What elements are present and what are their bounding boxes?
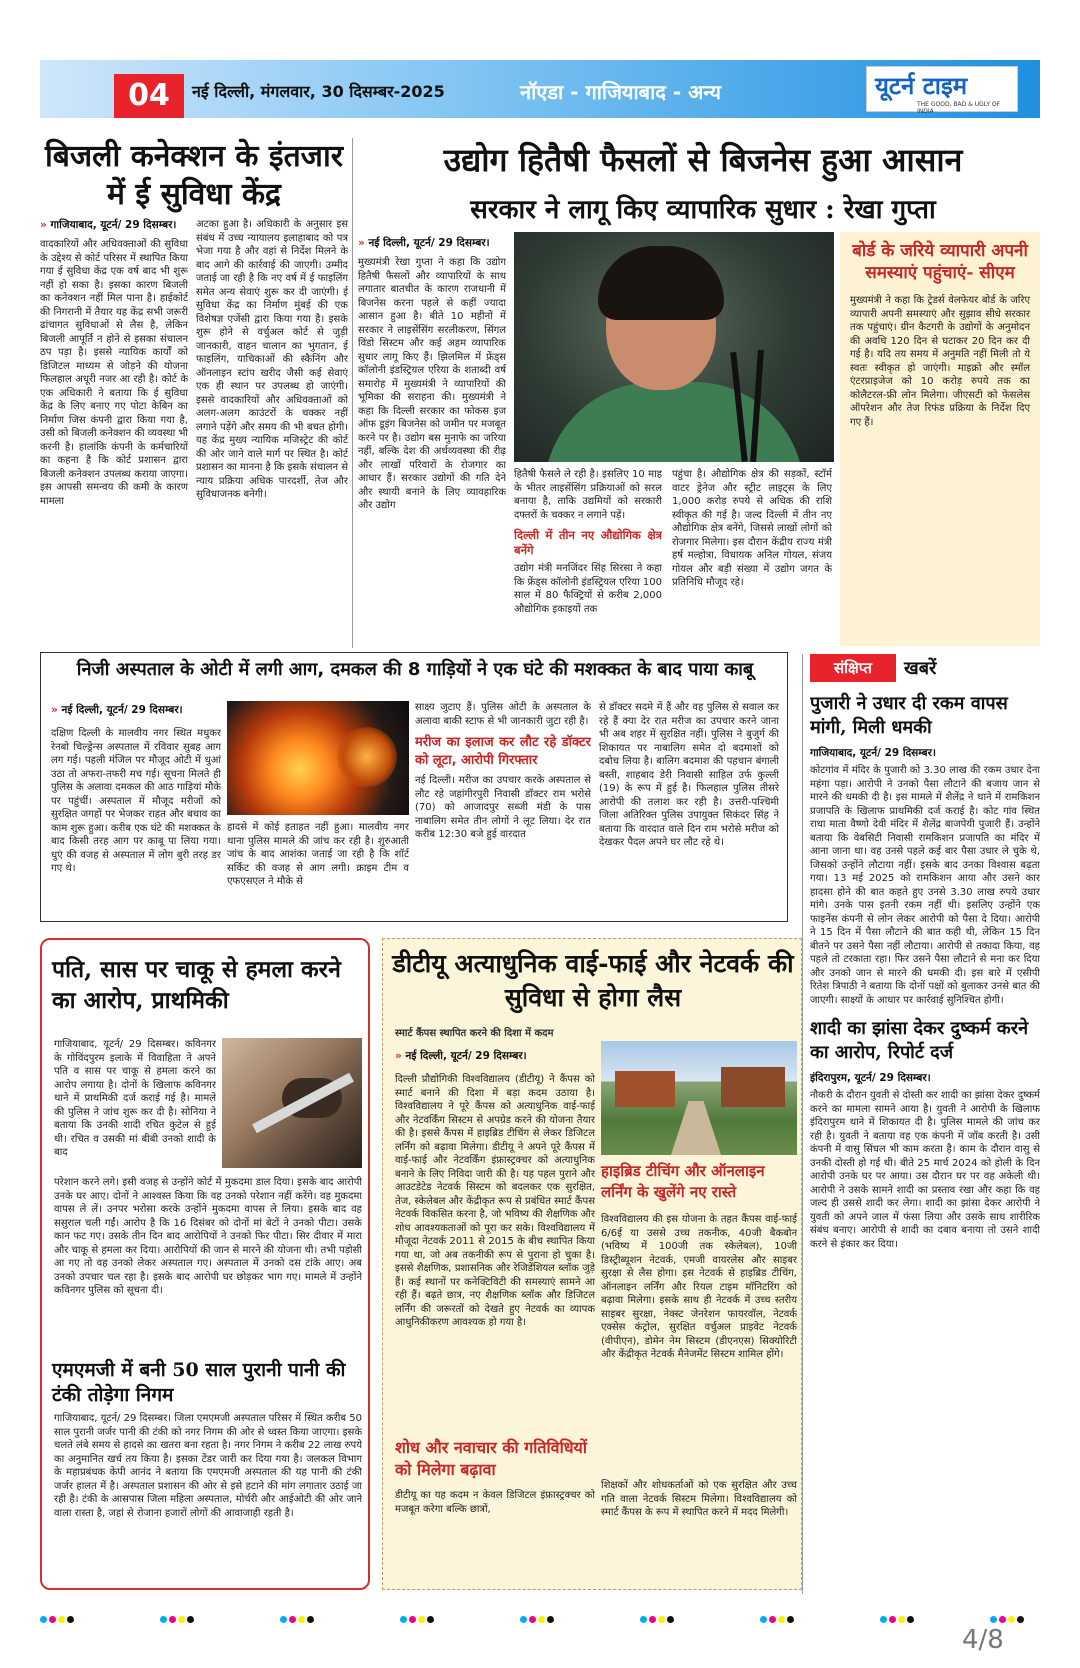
newspaper-page — [40, 60, 1040, 1600]
fire-photo — [227, 701, 409, 815]
brief-news-label — [810, 654, 1040, 682]
photo-hair — [598, 246, 724, 320]
story-body: दक्षिण दिल्ली के मालवीय नगर स्थित मधुकर रेनबो चिल्ड्रेन्स अस्पताल में रविवार सुबह आग लग गई। पहली मंजिल पर मौजूद ओटी में धुआं उठा तो अफरा-तफरी मच गई। सूचना मिलते ही पुलिस के अलावा दमकल की आठ गाड़ियां मौके पर पहुंचीं। अस्पताल में मौजूद मरीजों को सुरक्षित जगहों पर भेजकर राहत और बचाव का काम शुरू हुआ। करीब एक घंटे की मशक्कत के बाद किसी तरह आग पर काबू पा लिया गया। धुएं की वजह से अस्पताल में लोग बुरी तरह डर गए थे। — [51, 728, 221, 874]
logo-text: यूटर्न टाइम — [875, 71, 968, 100]
story-body: परेशान करने लगे। इसी वजह से उन्होंने कोर्ट में मुकदमा डाल दिया। इसके बाद आरोपी उनके घर आए। दोनों ने आश्वस्त किया कि वह उनको परेशान नहीं करेंगे। वह मुकदमा वापस ले लें। उनपर भरोसा करके उन्होंने मुकदमा वापस ले लिया। इसके बाद वह ससुराल चली गईं। आरोप है कि 16 दिसंबर को दोनों मां बेटों ने उनको पीटा। उसके कान फट गए। उसके तीन दिन बाद आरोपियों ने उनको फिर पीटा। सिर दीवार में मारा और चाकू से हमला कर दिया। आरोपियों की जान से मारने की योजना थी। तभी पड़ोसी आ गए तो वह उनको लेकर अस्पताल गए। अस्पताल में उनको दस टांके आए। अब उनको उपचार चल रहा है। इसके बाद आरोपी घर छोड़कर भाग गए। मामले में उन्होंने कविनगर पुलिस को सूचना दी। — [54, 1177, 362, 1296]
photo-figure — [544, 382, 804, 462]
story-inner-headline: शोध और नवाचार की गतिविधियों को मिलेगा बढ़ावा — [395, 1438, 587, 1479]
story-headline: एमएमजी में बनी 50 साल पुरानी पानी की टंकी तोड़ेगा निगम — [52, 1359, 346, 1406]
story-body: दिल्ली प्रौद्योगिकी विश्वविद्यालय (डीटीयू) ने कैंपस को स्मार्ट बनाने की दिशा में बड़ा कदम उठाया है। विश्वविद्यालय ने पूरे कैंपस को अत्याधुनिक वाई-फाई और नेटवर्किंग सिस्टम से अपग्रेड करने की योजना तैयार की है। इससे कैंपस में हाइब्रिड टीचिंग से लेकर डिजिटल लर्निंग को बढ़ावा मिलेगा। डीटीयू ने अपने पूरे कैंपस में वाई-फाई और नेटवर्किंग इंफ्रास्ट्रक्चर को अत्याधुनिक बनाने के लिए निविदा जारी की है। यह पहल पुराने और आउटडेटेड नेटवर्क सिस्टम को बदलकर एक सुरक्षित, तेज, स्केलेबल और केंद्रीकृत रूप से प्रबंधित स्मार्ट कैंपस नेटवर्क विकसित करना है, जो भविष्य की शैक्षणिक और शोध आवश्यकताओं को पूरा कर सके। विश्वविद्यालय में मौजूदा नेटवर्क 2011 से 2015 के बीच स्थापित किया गया था, जो अब तकनीकी रूप से पुराना हो चुका है। इससे शैक्षणिक, प्रशासनिक और रेजिडेंशियल ब्लॉक जुड़े हैं। कई स्थानों पर कनेक्टिविटी की समस्याएं सामने आ रही हैं। बढ़ते छात्र, नए शैक्षणिक ब्लॉक और डिजिटल लर्निंग की जरूरतों को देखते हुए नेटवर्क का व्यापक आधुनिकीकरण आवश्यक हो गया है। — [395, 1074, 595, 1328]
column-divider — [352, 138, 353, 648]
edition-dateline: नई दिल्ली, मंगलवार, 30 दिसम्बर-2025 — [192, 82, 445, 101]
column-divider — [802, 654, 803, 1594]
story-body: हादसे में कोई हताहत नहीं हुआ। मालवीय नगर थाना पुलिस मामले की जांच कर रही है। शुरुआती जांच के बाद आशंका जताई जा रही है कि शॉर्ट सर्किट की वजह से आग लगी। क्राइम टीम व एफएसएल ने मौके से — [227, 822, 409, 887]
lead-photo — [514, 232, 834, 462]
color-dots — [40, 1608, 76, 1616]
story-box — [40, 938, 370, 1590]
dateline-text: गाजियाबाद, यूटर्न/ 29 दिसम्बर। — [50, 219, 177, 231]
story-body: से डॉक्टर सदमे में हैं और वह पुलिस से सवाल कर रहे हैं क्या देर रात मरीज का उपचार करने जाना भी अब शहर में सुरक्षित नहीं। पुलिस ने बुजुर्ग की शिकायत पर नाबालिग समेत दो बदमाशों को दबोच लिया है। बालिग बदमाश की पहचान बंगाली बस्ती, शाहबाद डेरी निवासी साहिल उर्फ कुल्ली (19) के रूप में हुई है। फिलहाल पुलिस तीसरे आरोपी की तलाश कर रही है। उत्तरी-पश्चिमी जिला अतिरिक्त पुलिस उपायुक्त सिकंदर सिंह ने बताया कि वारदात वाले दिन राम भरोसे मरीज को देखकर पैदल अपने घर लौट रहे थे। — [599, 702, 779, 848]
story-body-text: नई दिल्ली। मरीज का उपचार करके अस्पताल से लौट रहे जहांगीरपुरी निवासी डॉक्टर राम भरोसे (70) को आजादपुर सब्जी मंडी के पास नाबालिग समेत तीन लोगों ने लूट लिया। देर रात करीब 12:30 बजे हुई वारदात — [415, 775, 591, 840]
story-headline: निजी अस्पताल के ओटी में लगी आग, दमकल की 8 गाड़ियों ने एक घंटे की मशक्कत के बाद पाया काबू — [76, 659, 754, 680]
story-body — [415, 701, 591, 915]
color-dots — [880, 1608, 916, 1616]
brief-headline: पुजारी ने उधार दी रकम वापस मांगी, मिली धमकी — [810, 693, 1008, 738]
story-body: वादकारियों और अधिवक्ताओं की सुविधा के उद्देश्य से कोर्ट परिसर में स्थापित किया गया ई सुविधा केंद्र एक वर्ष बाद भी शुरू नहीं हो सका है। इसका कारण बिजली का कनेक्शन नहीं मिल पाना है। हाईकोर्ट की निगरानी में तैयार यह केंद्र सभी जरूरी ढांचागत सुविधाओं से लैस है, लेकिन बिजली आपूर्ति न होने से इसका संचालन ठप पड़ा है। इससे न्यायिक कार्यों को डिजिटल माध्यम से जोड़ने की योजना फिलहाल अधूरी नजर आ रही है। कोर्ट के एक अधिकारी ने बताया कि ई सुविधा केंद्र के लिए बनाए गए पोटा केबिन का निर्माण जिस कंपनी द्वारा किया गया है, उसी को बिजली कनेक्शन की व्यवस्था भी करनी है। हालांकि कंपनी के कर्मचारियों का कहना है कि कोर्ट प्रशासन द्वारा बिजली कनेक्शन उपलब्ध कराया जाएगा। इस आपसी समन्वय की कमी के कारण मामला — [40, 239, 188, 507]
sidebox-headline: बोर्ड के जरिये व्यापारी अपनी समस्याएं पहुंचाएं- सीएम — [852, 241, 1028, 283]
lead-dateline: » नई दिल्ली, यूटर्न/ 29 दिसम्बर। — [358, 237, 490, 249]
lead-body: मुख्यमंत्री रेखा गुप्ता ने कहा कि उद्योग हितैषी फैसलों और व्यापारियों के साथ लगातार बातचीत के कारण राजधानी में बिजनेस करना पहले से कहीं ज्यादा आसान हुआ है। बीते 10 महीनों में सरकार ने लाइसेंसिंग सरलीकरण, सिंगल विंडो सिस्टम और कई अहम व्यापारिक सुधार लागू किए हैं। झिलमिल में फ्रेंड्स कॉलोनी इंडस्ट्रियल एरिया के शताब्दी वर्ष समारोह में मुख्यमंत्री ने व्यापारियों की भूमिका की सराहना की। मुख्यमंत्री ने कहा कि दिल्ली सरकार का फोकस इज ऑफ डूइंग बिजनेस को जमीन पर मजबूत करने पर है। उद्योग बस मुनाफे का जरिया नहीं, बल्कि देश की अर्थव्यवस्था की रीढ़ और लाखों परिवारों के रोजगार का आधार हैं। सरकार उद्योगों की गति देने और स्थायी बनाने के लिए व्यावहारिक और उद्योग — [358, 257, 506, 511]
story-headline: बिजली कनेक्शन के इंतजार में ई सुविधा केंद्र — [44, 139, 343, 212]
story-box — [382, 938, 802, 1590]
story-headline: डीटीयू अत्याधुनिक वाई-फाई और नेटवर्क की सुविधा से होगा लैस — [392, 949, 794, 1012]
story-dateline: » गाजियाबाद, यूटर्न/ 29 दिसम्बर। — [40, 219, 177, 231]
story-inner-headline: हाइब्रिड टीचिंग और ऑनलाइन लर्निंग के खुलेंगे नए रास्ते — [601, 1162, 765, 1201]
color-dots — [640, 1608, 676, 1616]
story-body: डीटीयू का यह कदम न केवल डिजिटल इंफ्रास्ट्रक्चर को मजबूत करेगा बल्कि छात्रों, — [395, 1490, 595, 1515]
story-kicker: स्मार्ट कैंपस स्थापित करने की दिशा में कदम — [395, 1028, 554, 1039]
story-body: विश्वविद्यालय की इस योजना के तहत कैंपस वाई-फाई 6/6ई या उससे उच्च तकनीक, 40जी बैकबोन (भविष्य में 100जी तक स्केलेबल), 10जी डिस्ट्रीब्यूशन नेटवर्क, एमजी वायरलेस और साइबर सुरक्षा से लैस होगा। इस नेटवर्क से हाइब्रिड टीचिंग, ऑनलाइन लर्निंग और रियल टाइम मॉनिटरिंग को बढ़ावा मिलेगा। इसके साथ ही नेटवर्क में उच्च स्तरीय साइबर सुरक्षा, नेक्स्ट जेनरेशन फायरवॉल, नेटवर्क एक्सेस कंट्रोल, सुरक्षित वर्चुअल प्राइवेट नेटवर्क (वीपीएन), डोमेन नेम सिस्टम (डीएनएस) सिक्योरिटी और केंद्रीकृत नेटवर्क मैनेजमेंट सिस्टम शामिल होंगे। — [601, 1214, 797, 1360]
color-dots — [760, 1608, 796, 1616]
photo-building — [721, 1067, 785, 1107]
lead-body: पहुंचा है। औद्योगिक क्षेत्र की सड़कों, स्टॉर्म वाटर ड्रेनेज और स्ट्रीट लाइट्स के लिए 1,000 करोड़ रुपये से अधिक की राशि स्वीकृत की गई है। जल्द दिल्ली में तीन नए औद्योगिक क्षेत्र बनेंगे, जिससे लाखों लोगों को रोजगार मिलेगा। इस दौरान केंद्रीय राज्य मंत्री हर्ष मल्होत्रा, विधायक अनिल गोयल, संजय गोयल और बड़ी संख्या में उद्योग जगत के प्रतिनिधि मौजूद रहे। — [672, 469, 832, 588]
color-dots — [520, 1608, 556, 1616]
story-dateline: » नई दिल्ली, यूटर्न/ 29 दिसम्बर। — [51, 704, 183, 716]
brief-dateline: गाजियाबाद, यूटर्न/ 29 दिसम्बर। — [810, 747, 936, 759]
page-number: 04 — [114, 74, 184, 118]
lead-headline: उद्योग हितैषी फैसलों से बिजनेस हुआ आसान — [443, 141, 963, 179]
story-body: गाजियाबाद, यूटर्न/ 29 दिसम्बर। कविनगर के गोविंदपुरम इलाके में विवाहिता ने अपने पति व सास पर चाकू से हमला करने का आरोप लगाया है। दोनों के खिलाफ कविनगर थाने में प्राथमिकी दर्ज कराई गई है। मामले की पुलिस ने जांच शुरू कर दी है। सोनिया ने बताया कि उनकी शादी रचित कुटेल से हुई थी। रचित व उसकी मां बीबी उनको शादी के बाद — [54, 1039, 216, 1158]
lead-inner-subhead: दिल्ली में तीन नए औद्योगिक क्षेत्र बनेंगे — [514, 528, 662, 557]
campus-photo — [601, 1041, 797, 1155]
page-indicator: 4/8 — [962, 1625, 1004, 1655]
brief-label-black: खबरें — [904, 658, 937, 679]
sidebox-body: मुख्यमंत्री ने कहा कि ट्रेडर्स वेलफेयर बोर्ड के जरिए व्यापारी अपनी समस्याएं और सुझाव सीधे सरकार तक पहुंचाएं। ग्रीन कैटगरी के उद्योगों के अनुमोदन की अवधि 120 दिन से घटाकर 20 दिन कर दी गई है। यदि तय समय में अनुमति नहीं मिली तो ये स्वतः स्वीकृत हो जाएंगी। माइक्रो और स्मॉल एंटरप्राइजेज को 10 करोड़ रुपये तक का कोलैटरल-फ्री लोन मिलेगा। जीएसटी को फेसलेस ऑपरेशन और तेज रिफंड प्रक्रिया के निर्देश दिए गए हैं। — [850, 295, 1030, 428]
dateline-text: नई दिल्ली, यूटर्न/ 29 दिसम्बर। — [61, 704, 183, 716]
lead-subheadline: सरकार ने लागू किए व्यापारिक सुधार : रेखा गुप्ता — [470, 195, 936, 225]
brief-body: कोटगांव में मंदिर के पुजारी को 3.30 लाख की रकम उधार देना महंगा पड़ा। आरोपी ने उनको पैसा लौटाने की बजाय जान से मारने की धमकी दी है। इस मामले में शैलेंद्र ने थाने में रामकिशन प्रजापति के खिलाफ प्राथमिकी दर्ज कराई है। कोट गांव स्थित राधा माता वैष्णो देवी मंदिर में शैलेंद्र बाजपेयी पुजारी हैं। उन्होंने बताया कि वेबसिटी निवासी रामकिशन प्रजापति का मंदिर में आना जाना था। वह उनसे पहले कई बार पैसा उधार ले चुके थे, जिसको उन्होंने लौटाया नहीं। इसके बाद उनका विश्वास बढ़ता गया। 13 मई 2025 को रामकिशन आया और उसने कार हादसा होने की बात कहते हुए उनसे 3.30 लाख रुपये उधार मांगे। उनके पास इतनी रकम नहीं थी। इसलिए उन्होंने एक फाइनेंस कंपनी से लोन लेकर आरोपी को पैसा दे दिया। आरोपी ने 15 दिन में पैसा लौटाने की बात कही थी, लेकिन 15 दिन बीतने पर उसने पैसा नहीं लौटाया। आरोपी से तकादा किया, वह पहले तो टरकाता रहा। फिर उसने पैसा लौटाने से मना कर दिया और उनको जान से मारने की धमकी दी। इस बारे में एसीपी रितेश त्रिपाठी ने बताया कि दोनों पक्षों को बुलाकर उनसे बात की जाएगी। साक्ष्यों के आधार पर कार्रवाई सुनिश्चित होगी। — [810, 765, 1040, 1006]
story-body: अटका हुआ है। अधिकारी के अनुसार इस संबंध में उच्च न्यायालय इलाहाबाद को पत्र भेजा गया है और वहां से निर्देश मिलने के बाद आगे की कार्रवाई की जाएगी। उम्मीद जताई जा रही है कि नए वर्ष में ई फाइलिंग समेत अन्य सेवाएं शुरू कर दी जाएंगी। ई सुविधा केंद्र का निर्माण मुंबई की एक विशेषज्ञ एजेंसी द्वारा किया गया है। इसके शुरू होने से वर्चुअल कोर्ट से जुड़ी जानकारी, वाहन चालान का भुगतान, ई फाइलिंग, याचिकाओं की स्कैनिंग और ऑनलाइन स्टांप खरीद जैसी कई सेवाएं एक ही स्थान पर उपलब्ध हो जाएंगी। इससे वादकारियों और अधिवक्ताओं को अलग-अलग काउंटरों के चक्कर नहीं लगाने पड़ेंगे और समय की भी बचत होगी। यह केंद्र मुख्य न्यायिक मजिस्ट्रेट की कोर्ट की ओर जाने वाले मार्ग पर स्थित है। कोर्ट प्रशासन का मानना है कि इसके संचालन से न्याय प्रक्रिया अधिक पारदर्शी, तेज और सुविधाजनक बनेगी। — [196, 219, 348, 500]
story-box — [40, 652, 788, 922]
lead-body-text: हितैषी फैसले ले रही है। इसलिए 10 माह के भीतर लाइसेंसिंग प्रक्रियाओं को सरल बनाया है, ताकि उद्यमियों को सरकारी दफ्तरों के चक्कर न लगाने पड़ें। — [514, 469, 662, 521]
story-headline: पति, सास पर चाकू से हमला करने का आरोप, प्राथमिकी — [52, 956, 341, 1014]
story-dateline: » नई दिल्ली, यूटर्न/ 29 दिसम्बर। — [395, 1050, 527, 1062]
logo-tagline: THE GOOD, BAD & UGLY OF INDIA — [917, 101, 1001, 115]
brief-news-column — [810, 688, 1040, 1588]
brief-dateline: इंदिरापुरम, यूटर्न/ 29 दिसम्बर। — [810, 1072, 931, 1084]
newspaper-logo — [866, 66, 1018, 115]
photo-flame — [337, 727, 397, 787]
color-dots — [160, 1608, 196, 1616]
story-inner-headline: मरीज का इलाज कर लौट रहे डॉक्टर को लूटा, आरोपी गिरफ्तार — [415, 735, 591, 768]
print-registration-dots — [40, 1608, 1040, 1618]
lead-body — [514, 468, 662, 648]
lead-sidebox — [840, 232, 1040, 646]
color-dots — [400, 1608, 436, 1616]
dateline-text: नई दिल्ली, यूटर्न/ 29 दिसम्बर। — [368, 237, 490, 249]
color-dots — [280, 1608, 316, 1616]
crime-photo — [222, 1038, 362, 1168]
section-title: नॉएडा - गाजियाबाद - अन्य — [520, 80, 721, 104]
masthead — [40, 60, 1040, 118]
color-dots — [990, 1608, 1026, 1616]
brief-label-red: संक्षिप्त — [810, 654, 896, 682]
dateline-text: नई दिल्ली, यूटर्न/ 29 दिसम्बर। — [405, 1050, 527, 1062]
story-body-text: साक्ष्य जुटाए हैं। पुलिस ओटी के अस्पताल के अलावा बाकी स्टाफ से भी जानकारी जुटा रही है। — [415, 702, 591, 727]
story-body: शिक्षकों और शोधकर्ताओं को एक सुरक्षित और उच्च गति वाला नेटवर्क सिस्टम मिलेगा। विश्वविद्यालय को स्मार्ट कैंपस के रूप में स्थापित करने में मदद मिलेगी। — [601, 1480, 797, 1518]
lead-body-text: उद्योग मंत्री मनजिंदर सिंह सिरसा ने कहा कि फ्रेंड्स कॉलोनी इंडस्ट्रियल एरिया 100 साल में 80 फैक्ट्रियों से करीब 2,000 औद्योगिक इकाइयों तक — [514, 563, 662, 615]
photo-building — [615, 1071, 675, 1107]
brief-body: नौकरी के दौरान युवती से दोस्ती कर शादी का झांसा देकर दुष्कर्म करने का मामला सामने आया है। युवती ने आरोपी के खिलाफ इंदिरापुरम थाने में शिकायत दी है। पुलिस मामले की जांच कर रही है। युवती ने बताया वह एक कंपनी में जॉब करती है। उसी कंपनी में वासु सिंघल भी काम करता है। काम के दौरान वासु से उनकी दोस्ती हो गई थी। बीते 25 मार्च 2024 को होली के दिन आरोपी उनके घर पर आया। उस दौरान घर पर वह अकेली थी। आरोपी ने उसके सामने शादी का प्रस्ताव रखा और कहा कि वह जल्द ही उससे शादी कर लेगा। शादी का झांसा देकर आरोपी ने युवती को अपने जाल में फंसा लिया और उसके साथ शारीरिक संबंध बनाए। आरोपी से शादी का दबाव बनाया तो उसने शादी करने से इंकार कर दिया। — [810, 1090, 1040, 1250]
photo-path — [671, 1101, 721, 1155]
story-body: गाजियाबाद, यूटर्न/ 29 दिसम्बर। जिला एमएमजी अस्पताल परिसर में स्थित करीब 50 साल पुरानी जर्जर पानी की टंकी को नगर निगम की ओर से ध्वस्त किया जाएगा। इसके चलते लंबे समय से हादसे का खतरा बना रहता है। नगर निगम ने करीब 22 लाख रुपये का अनुमानित खर्च तय किया है। इसका टेंडर जारी कर दिया गया है। जलकल विभाग के महाप्रबंधक केपी आनंद ने बताया कि एमएमजी अस्पताल की यह पानी की टंकी जर्जर हालत में है। अस्पताल प्रशासन की ओर से इसे हटाने की मांग लगातार उठाई जा रही है। टंकी के आसपास जिला महिला अस्पताल, मोर्चरी और आईओटी की ओर जाने वाला रास्ता है, जहां से रोजाना हजारों लोगों की आवाजाही रहती है। — [54, 1413, 362, 1519]
brief-headline: शादी का झांसा देकर दुष्कर्म करने का आरोप, रिपोर्ट दर्ज — [810, 1018, 1029, 1063]
